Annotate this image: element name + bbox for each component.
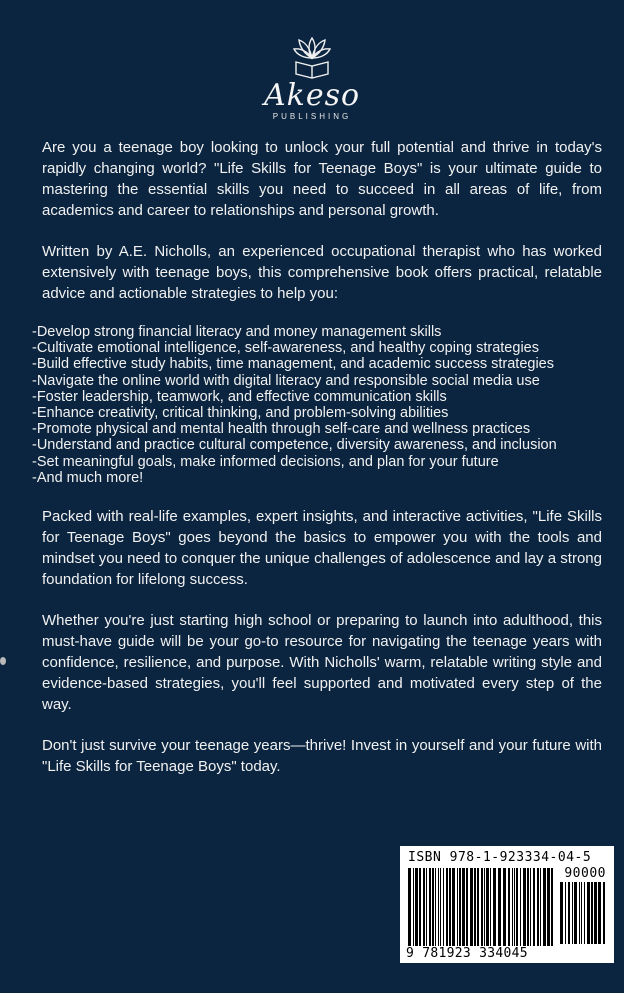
whether-paragraph: Whether you're just starting high school or preparing to launch into adulthood, this must-have guide will be your go-to resource for navigating the teenage years with confidence, resilience, and purpose. With Nicholls' warm, relatable writing style and evidence-based strategies, you'll feel supported and motivated every step of the way.	[42, 612, 602, 714]
barcode-bar	[581, 882, 582, 944]
author-paragraph: Written by A.E. Nicholls, an experienced occupational therapist who has worked extensively with teenage boys, this comprehensive book offers practical, relatable advice and actionable strategies to help you:	[42, 243, 602, 302]
price-code: 90000	[564, 866, 606, 881]
barcode-bar	[490, 868, 491, 946]
barcode-bar	[523, 868, 526, 946]
barcode-bar	[598, 882, 601, 944]
barcode-bar	[498, 868, 501, 946]
barcode-bar	[462, 868, 465, 946]
barcode-digits: 9 781923 334045	[406, 946, 528, 961]
barcode-bar	[423, 868, 425, 946]
barcode-bar	[438, 868, 439, 946]
barcode-bar	[591, 882, 593, 944]
barcode-bar	[426, 868, 427, 946]
barcode-bar	[594, 882, 597, 944]
publisher-subtitle: PUBLISHING	[272, 112, 352, 121]
barcode-bar	[432, 868, 434, 946]
publisher-name: Akeso	[263, 78, 361, 113]
intro-paragraph: Are you a teenage boy looking to unlock your full potential and thrive in today's rapidly changing world? "Life Skills for Teenage Boys" is your ultimate guide to mastering the essential skills you need to succeed in all areas of life, from academics and career to relationships and personal growth.	[42, 139, 602, 219]
list-item: -And much more!	[32, 469, 144, 486]
list-item: -Understand and practice cultural competence, diversity awareness, and inclusion	[32, 437, 557, 454]
barcode-bar	[486, 868, 489, 946]
barcode-bar	[457, 868, 458, 946]
barcode-bar	[484, 868, 485, 946]
barcode-bar	[527, 868, 529, 946]
barcode-bar	[514, 868, 515, 946]
barcode-bar	[603, 882, 605, 944]
packed-paragraph: Packed with real-life examples, expert insights, and interactive activities, "Life Skills for Teenage Boys" goes beyond the basics to empower you with the tools and mindset you need to conquer the unique challenges of adolescence and lay a strong foundation for lifelong success.	[42, 508, 602, 589]
barcode-bar	[551, 868, 553, 946]
barcode-bar	[419, 868, 421, 946]
barcode-bar	[568, 882, 570, 944]
barcode-bar	[446, 868, 448, 946]
barcode-bar	[579, 882, 580, 944]
list-item: -Set meaningful goals, make informed decisions, and plan for your future	[32, 453, 499, 470]
barcode-bar	[474, 868, 476, 946]
barcode-bar	[565, 882, 566, 944]
barcode-bar	[512, 868, 513, 946]
barcode-bar	[516, 868, 518, 946]
barcode-bar	[543, 868, 546, 946]
closing-paragraph: Don't just survive your teenage years—thrive! Invest in yourself and your future with "Life Skills for Teenage Boys" today.	[42, 737, 602, 776]
barcode-bar	[415, 868, 418, 946]
barcode-bars	[408, 868, 554, 946]
barcode-bar	[477, 868, 479, 946]
lotus-book-icon	[292, 30, 332, 80]
barcode-bar	[449, 868, 451, 946]
barcode-bar	[584, 882, 585, 944]
barcode-bar	[452, 868, 455, 946]
barcode-bar	[466, 868, 468, 946]
barcode-bar	[481, 868, 483, 946]
list-item: -Navigate the online world with digital literacy and responsible social media use	[32, 372, 540, 389]
barcode-bar	[540, 868, 541, 946]
barcode-bar	[443, 868, 444, 946]
barcode-bar	[508, 868, 510, 946]
barcode-bar	[440, 868, 441, 946]
price-bars	[560, 882, 606, 944]
list-item: -Promote physical and mental health through self-care and wellness practices	[32, 421, 531, 438]
barcode-bar	[537, 868, 539, 946]
barcode-bar	[435, 868, 436, 946]
list-item: -Foster leadership, teamwork, and effective communication skills	[32, 388, 447, 405]
barcode-bar	[470, 868, 473, 946]
barcode-bar	[560, 882, 563, 944]
barcode-bar	[547, 868, 550, 946]
list-item: -Develop strong financial literacy and money management skills	[32, 324, 442, 340]
barcode-bar	[533, 868, 535, 946]
barcode-bar	[520, 868, 521, 946]
list-item: -Cultivate emotional intelligence, self-awareness, and healthy coping strategies	[32, 340, 539, 357]
isbn-label: ISBN 978-1-923334-04-5	[408, 850, 592, 865]
publisher-logo	[0, 30, 624, 121]
barcode-bar	[530, 868, 531, 946]
isbn-barcode	[400, 846, 614, 963]
barcode-bar	[493, 868, 496, 946]
barcode-bar	[574, 882, 577, 944]
list-item: -Enhance creativity, critical thinking, and problem-solving abilities	[32, 405, 449, 422]
barcode-bar	[459, 868, 461, 946]
barcode-bar	[587, 882, 590, 944]
barcode-bar	[572, 882, 573, 944]
barcode-bar	[503, 868, 506, 946]
barcode-bar	[429, 868, 431, 946]
barcode-bar	[413, 868, 414, 946]
blurb	[32, 137, 602, 797]
edge-marker	[0, 657, 6, 665]
skills-list	[32, 324, 602, 486]
barcode-bar	[408, 868, 411, 946]
list-item: -Build effective study habits, time management, and academic success strategies	[32, 356, 554, 373]
